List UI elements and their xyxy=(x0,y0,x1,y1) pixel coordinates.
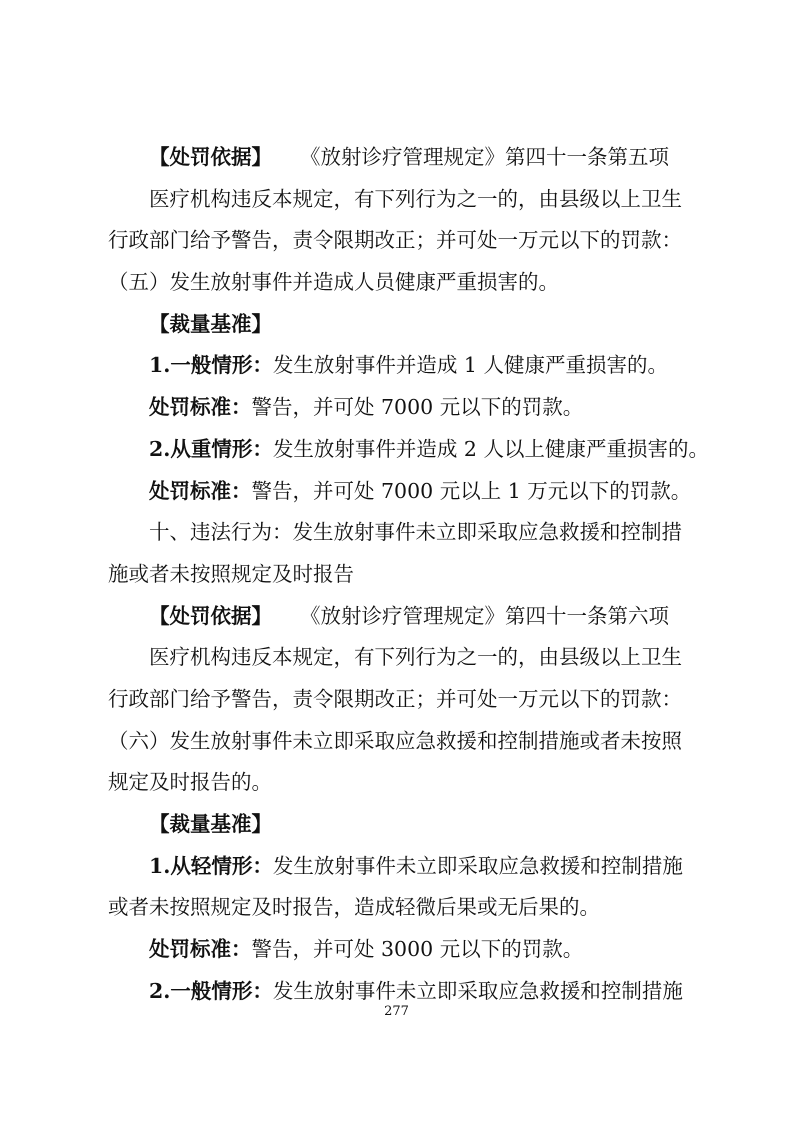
item-text: 警告，并可处 3000 元以下的罚款。 xyxy=(251,937,584,962)
item-text: 发生放射事件未立即采取应急救援和控制措施 xyxy=(272,978,683,1003)
page-number: 277 xyxy=(384,1004,409,1019)
item-label: 2.一般情形： xyxy=(149,978,273,1003)
basis-text: 《放射诊疗管理规定》第四十一条第五项 xyxy=(300,145,669,169)
discretion-item xyxy=(108,429,709,471)
violation-title-line: 十、违法行为：发生放射事件未立即采取应急救援和控制措 xyxy=(149,520,682,545)
paragraph-line: 医疗机构违反本规定，有下列行为之一的，由县级以上卫生 xyxy=(149,186,682,211)
paragraph-line: 行政部门给予警告，责令限期改正；并可处一万元以下的罚款： xyxy=(108,228,682,253)
basis-line-article-41-5 xyxy=(108,137,693,179)
item-text: 发生放射事件并造成 1 人健康严重损害的。 xyxy=(272,353,668,378)
item-label: 处罚标准： xyxy=(149,478,252,503)
paragraph-line: （五）发生放射事件并造成人员健康严重损害的。 xyxy=(108,270,559,295)
item-text: 警告，并可处 7000 元以下的罚款。 xyxy=(251,395,584,420)
violation-title-line: 施或者未按照规定及时报告 xyxy=(108,561,354,586)
paragraph-line: （六）发生放射事件未立即采取应急救援和控制措施或者未按照 xyxy=(108,728,682,753)
item-label: 1.从轻情形： xyxy=(149,853,273,878)
paragraph-line: 行政部门给予警告，责令限期改正；并可处一万元以下的罚款： xyxy=(108,686,682,711)
item-label: 1.一般情形： xyxy=(149,353,273,378)
item-label: 处罚标准： xyxy=(149,395,252,420)
paragraph-line: 或者未按照规定及时报告，造成轻微后果或无后果的。 xyxy=(108,895,600,920)
basis-text: 《放射诊疗管理规定》第四十一条第六项 xyxy=(300,603,669,628)
paragraph-line: 医疗机构违反本规定，有下列行为之一的，由县级以上卫生 xyxy=(149,645,682,670)
penalty-standard xyxy=(108,929,693,971)
penalty-standard xyxy=(108,387,693,429)
item-text: 发生放射事件未立即采取应急救援和控制措施 xyxy=(272,853,683,878)
discretion-item xyxy=(108,846,693,888)
item-label: 2.从重情形： xyxy=(149,436,273,461)
paragraph-line: 规定及时报告的。 xyxy=(108,770,272,795)
discretion-item xyxy=(108,345,693,387)
penalty-standard xyxy=(108,471,693,513)
item-text: 警告，并可处 7000 元以上 1 万元以下的罚款。 xyxy=(251,478,692,503)
basis-heading: 【处罚依据】 xyxy=(149,603,272,628)
item-text: 发生放射事件并造成 2 人以上健康严重损害的。 xyxy=(272,436,709,461)
discretion-heading: 【裁量基准】 xyxy=(149,311,272,336)
item-label: 处罚标准： xyxy=(149,937,252,962)
basis-heading: 【处罚依据】 xyxy=(149,145,272,169)
document-body xyxy=(108,137,709,1012)
basis-line-article-41-6 xyxy=(108,596,693,638)
discretion-heading: 【裁量基准】 xyxy=(149,812,272,836)
